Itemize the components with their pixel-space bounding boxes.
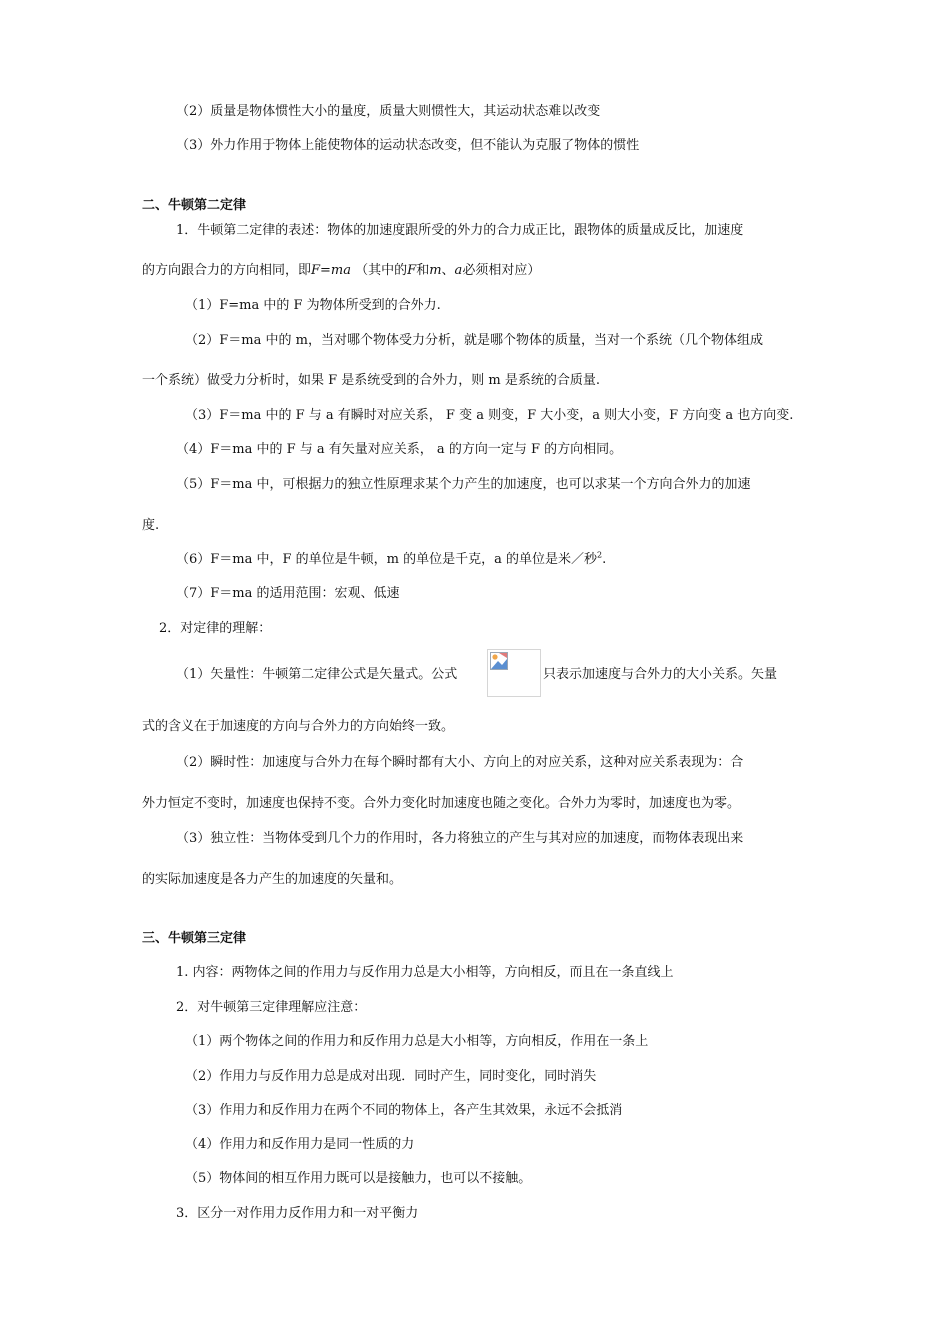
text-line: 1. 内容：两物体之间的作用力与反作用力总是大小相等，方向相反，而且在一条直线上 xyxy=(176,965,674,980)
text-line: （3）作用力和反作用力在两个不同的物体上，各产生其效果，永远不会抵消 xyxy=(185,1103,623,1118)
text-span: （6）F＝ma 中，F 的单位是牛顿，m 的单位是千克，a 的单位是米／秒 xyxy=(176,552,597,567)
text-line: 外力恒定不变时，加速度也保持不变。合外力变化时加速度也随之变化。合外力为零时，加速度也为零。 xyxy=(142,796,741,811)
text-line: （4）作用力和反作用力是同一性质的力 xyxy=(185,1137,415,1152)
text-span: 和 xyxy=(416,263,430,278)
text-line: （5）F＝ma 中，可根据力的独立性原理求某个力产生的加速度，也可以求某一个方向合外力的加速 xyxy=(176,477,751,492)
text-line: （4）F＝ma 中的 F 与 a 有矢量对应关系， a 的方向一定与 F 的方向相同。 xyxy=(176,442,623,457)
text-line: 2．对牛顿第三定律理解应注意： xyxy=(176,1000,367,1015)
text-line: （1）F=ma 中的 F 为物体所受到的合外力. xyxy=(185,298,441,313)
symbol-F: F xyxy=(407,263,417,278)
text-line: （3）外力作用于物体上能使物体的运动状态改变，但不能认为克服了物体的惯性 xyxy=(176,138,640,153)
text-span: （其中的 xyxy=(351,263,408,278)
text-line xyxy=(142,262,540,280)
formula-image-placeholder xyxy=(487,649,541,697)
text-line: （3）F＝ma 中的 F 与 a 有瞬时对应关系， F 变 a 则变，F 大小变，a 则大小变，F 方向变 a 也方向变. xyxy=(185,408,794,423)
symbol-a: a xyxy=(454,263,463,278)
text-line: 1．牛顿第二定律的表述：物体的加速度跟所受的外力的合力成正比，跟物体的质量成反比，加速度 xyxy=(176,223,744,238)
text-line: 3．区分一对作用力反作用力和一对平衡力 xyxy=(176,1206,419,1221)
text-line: （5）物体间的相互作用力既可以是接触力，也可以不接触。 xyxy=(185,1171,532,1186)
text-line: （2）瞬时性：加速度与合外力在每个瞬时都有大小、方向上的对应关系，这种对应关系表现为：合 xyxy=(176,755,744,770)
section-heading-newton-third-law: 三、牛顿第三定律 xyxy=(142,931,247,946)
text-line: 式的含义在于加速度的方向与合外力的方向始终一致。 xyxy=(142,719,455,734)
text-line: 的实际加速度是各力产生的加速度的矢量和。 xyxy=(142,872,403,887)
text-span: 的方向跟合力的方向相同，即 xyxy=(142,263,312,278)
text-line: （3）独立性：当物体受到几个力的作用时，各力将独立的产生与其对应的加速度，而物体表现出来 xyxy=(176,831,744,846)
text-line: （7）F＝ma 的适用范围：宏观、低速 xyxy=(176,586,400,601)
text-span: 必须相对应） xyxy=(462,263,541,278)
text-line: 度. xyxy=(142,518,160,533)
text-line: （1）矢量性：牛顿第二定律公式是矢量式。公式 xyxy=(176,667,458,682)
text-line: 只表示加速度与合外力的大小关系。矢量 xyxy=(543,667,778,682)
text-line: （1）两个物体之间的作用力和反作用力总是大小相等，方向相反，作用在一条上 xyxy=(185,1034,649,1049)
text-line: （2）质量是物体惯性大小的量度，质量大则惯性大，其运动状态难以改变 xyxy=(176,104,601,119)
broken-image-icon xyxy=(490,652,508,670)
text-span: . xyxy=(602,552,607,567)
text-line: （2）作用力与反作用力总是成对出现．同时产生，同时变化，同时消失 xyxy=(185,1069,597,1084)
text-line: 一个系统）做受力分析时，如果 F 是系统受到的合外力，则 m 是系统的合质量. xyxy=(142,373,601,388)
text-line xyxy=(176,551,606,569)
formula-text: F=ma xyxy=(311,263,352,278)
text-span: 、 xyxy=(441,263,455,278)
superscript: 2 xyxy=(597,550,603,560)
text-line: 2．对定律的理解： xyxy=(159,621,272,636)
section-heading-newton-second-law: 二、牛顿第二定律 xyxy=(142,198,247,213)
text-line: （2）F＝ma 中的 m，当对哪个物体受力分析，就是哪个物体的质量，当对一个系统（几个物体组成 xyxy=(185,333,763,348)
symbol-m: m xyxy=(429,263,442,278)
